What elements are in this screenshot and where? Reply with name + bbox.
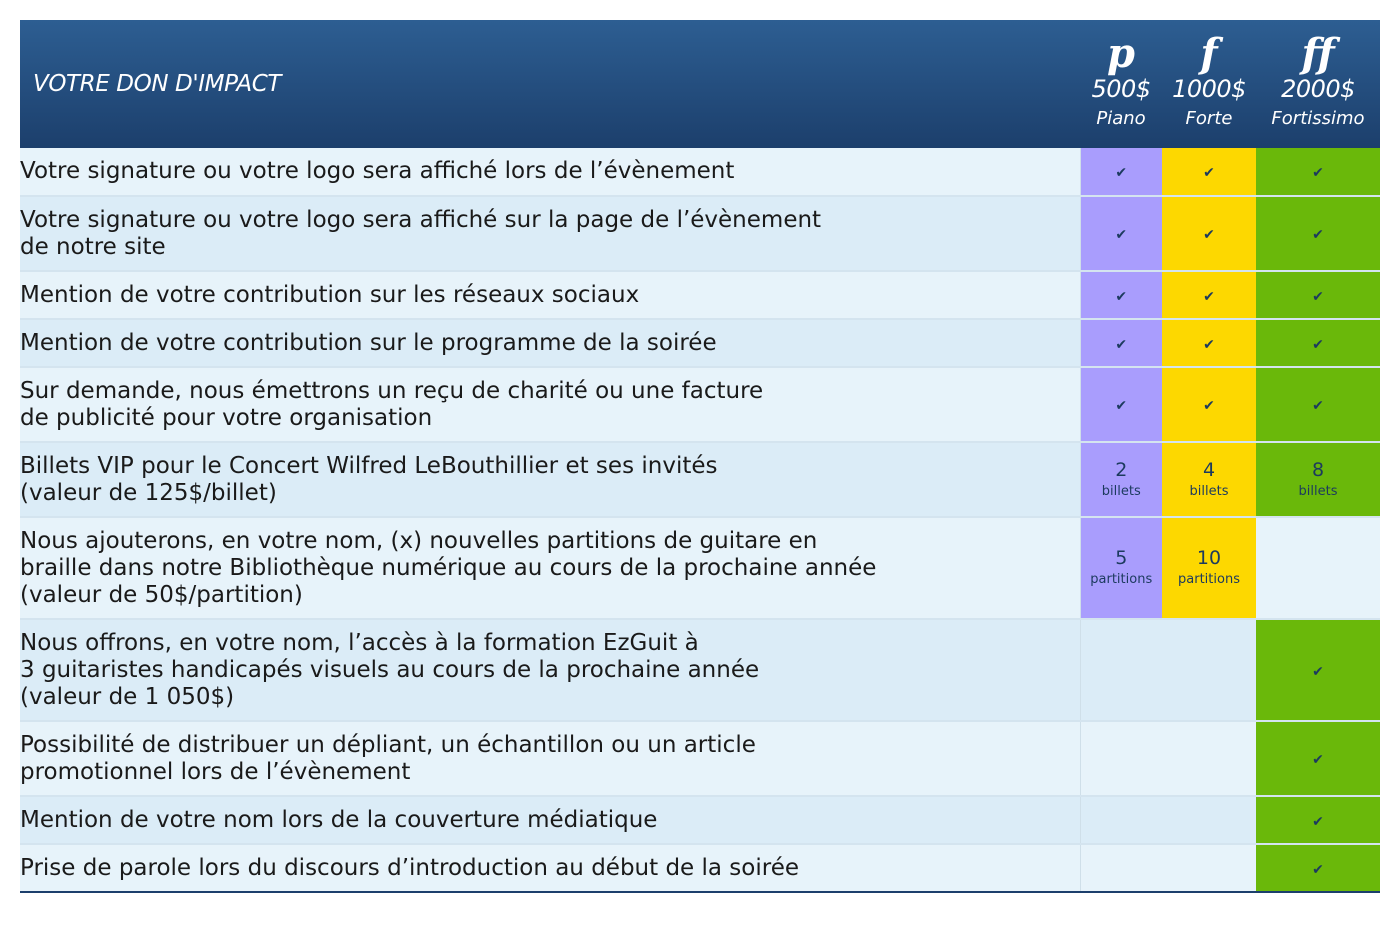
quantity-unit: partitions xyxy=(1178,572,1240,587)
empty-cell xyxy=(1162,619,1256,721)
empty-cell xyxy=(1162,844,1256,892)
benefit-text-line: 3 guitaristes handicapés visuels au cours de la prochaine année xyxy=(20,656,760,683)
benefit-text-line: de notre site xyxy=(20,233,166,260)
checkmark-icon: ✔ xyxy=(1115,165,1128,181)
checkmark-icon: ✔ xyxy=(1115,398,1128,414)
checkmark-icon: ✔ xyxy=(1312,813,1324,830)
fortissimo-cell xyxy=(1256,721,1380,796)
benefit-text-line: (valeur de 125$/billet) xyxy=(20,479,277,506)
fortissimo-cell xyxy=(1256,319,1380,367)
empty-cell xyxy=(1162,796,1256,844)
benefit-text-line: Votre signature ou votre logo sera affiché lors de l’évènement xyxy=(20,158,735,184)
table-row xyxy=(20,196,1380,271)
table-row xyxy=(20,517,1380,619)
empty-cell xyxy=(1080,619,1162,721)
fortissimo-cell xyxy=(1256,196,1380,271)
piano-cell xyxy=(1080,148,1162,196)
benefit-text-line: (valeur de 1 050$) xyxy=(20,683,235,710)
checkmark-icon: ✔ xyxy=(1312,398,1324,414)
table-row xyxy=(20,148,1380,196)
benefit-text-line: Billets VIP pour le Concert Wilfred LeBouthillier et ses invités xyxy=(20,452,718,479)
benefit-description xyxy=(20,319,1080,367)
empty-cell xyxy=(1256,517,1380,619)
benefit-text-line: Sur demande, nous émettrons un reçu de charité ou une facture xyxy=(20,377,764,404)
tier-amount: 500$ xyxy=(1091,75,1151,103)
quantity-unit: partitions xyxy=(1090,572,1153,587)
tier-name: Forte xyxy=(1185,108,1233,129)
piano-cell xyxy=(1080,319,1162,367)
checkmark-icon: ✔ xyxy=(1115,288,1128,305)
forte-cell xyxy=(1162,442,1256,517)
checkmark-icon: ✔ xyxy=(1312,752,1324,768)
checkmark-icon: ✔ xyxy=(1203,288,1215,305)
tier-piano-header xyxy=(1080,20,1162,148)
table-row xyxy=(20,319,1380,367)
fortissimo-cell xyxy=(1256,796,1380,844)
dynamic-p-symbol: p xyxy=(1107,30,1135,77)
checkmark-icon: ✔ xyxy=(1203,227,1215,243)
table-body xyxy=(20,148,1380,892)
empty-cell xyxy=(1080,721,1162,796)
dynamic-ff-symbol: ff xyxy=(1301,30,1335,77)
table-row xyxy=(20,796,1380,844)
checkmark-icon: ✔ xyxy=(1312,165,1324,181)
checkmark-icon: ✔ xyxy=(1203,165,1215,181)
benefit-text-line: Mention de votre nom lors de la couverture médiatique xyxy=(20,806,658,833)
checkmark-icon: ✔ xyxy=(1312,336,1324,353)
checkmark-icon: ✔ xyxy=(1115,227,1128,243)
benefit-description xyxy=(20,148,1080,196)
benefit-text-line: (valeur de 50$/partition) xyxy=(20,581,303,608)
piano-cell xyxy=(1080,517,1162,619)
benefit-text-line: Nous offrons, en votre nom, l’accès à la formation EzGuit à xyxy=(20,629,699,656)
piano-cell xyxy=(1080,367,1162,442)
benefit-text-line: Mention de votre contribution sur les réseaux sociaux xyxy=(20,281,640,308)
forte-cell xyxy=(1162,319,1256,367)
tier-amount: 1000$ xyxy=(1172,75,1246,103)
quantity-value: 4 xyxy=(1202,458,1216,481)
benefit-text-line: Possibilité de distribuer un dépliant, un échantillon ou un article xyxy=(20,731,756,758)
fortissimo-cell xyxy=(1256,367,1380,442)
benefit-text-line: Mention de votre contribution sur le programme de la soirée xyxy=(20,329,717,356)
benefit-text-line: braille dans notre Bibliothèque numérique au cours de la prochaine année xyxy=(20,554,877,581)
checkmark-icon: ✔ xyxy=(1203,398,1215,414)
quantity-value: 5 xyxy=(1115,547,1128,569)
quantity-unit: billets xyxy=(1101,483,1141,499)
benefit-text-line: Nous ajouterons, en votre nom, (x) nouvelles partitions de guitare en xyxy=(20,527,818,554)
empty-cell xyxy=(1080,796,1162,844)
tier-forte-header xyxy=(1162,20,1256,148)
fortissimo-cell xyxy=(1256,148,1380,196)
fortissimo-cell xyxy=(1256,844,1380,892)
benefit-description xyxy=(20,721,1080,796)
forte-cell xyxy=(1162,517,1256,619)
checkmark-icon: ✔ xyxy=(1312,288,1324,305)
benefit-description xyxy=(20,271,1080,319)
benefit-description xyxy=(20,196,1080,271)
benefit-text-line: Votre signature ou votre logo sera affiché sur la page de l’évènement xyxy=(20,206,822,233)
quantity-value: 8 xyxy=(1311,458,1325,481)
checkmark-icon: ✔ xyxy=(1312,861,1324,878)
table-row xyxy=(20,844,1380,892)
dynamic-f-symbol: f xyxy=(1200,30,1218,77)
benefit-text-line: de publicité pour votre organisation xyxy=(20,404,433,431)
checkmark-icon: ✔ xyxy=(1312,227,1324,243)
benefit-description xyxy=(20,367,1080,442)
empty-cell xyxy=(1162,721,1256,796)
benefit-text-line: Prise de parole lors du discours d’introduction au début de la soirée xyxy=(20,854,800,881)
forte-cell xyxy=(1162,271,1256,319)
checkmark-icon: ✔ xyxy=(1203,336,1215,353)
quantity-value: 2 xyxy=(1115,458,1128,481)
benefit-description xyxy=(20,619,1080,721)
tier-fortissimo-header xyxy=(1256,20,1380,148)
tier-name: Piano xyxy=(1096,108,1146,129)
table-row xyxy=(20,721,1380,796)
forte-cell xyxy=(1162,148,1256,196)
checkmark-icon: ✔ xyxy=(1312,663,1324,680)
benefit-description xyxy=(20,442,1080,517)
benefit-text-line: promotionnel lors de l’évènement xyxy=(20,758,411,785)
tier-amount: 2000$ xyxy=(1281,75,1355,103)
table-header xyxy=(20,20,1380,148)
piano-cell xyxy=(1080,196,1162,271)
quantity-value: 10 xyxy=(1196,547,1222,569)
table-row xyxy=(20,619,1380,721)
forte-cell xyxy=(1162,196,1256,271)
benefit-description xyxy=(20,844,1080,892)
quantity-unit: billets xyxy=(1189,483,1229,499)
fortissimo-cell xyxy=(1256,619,1380,721)
table-row xyxy=(20,442,1380,517)
tier-name: Fortissimo xyxy=(1271,108,1365,129)
benefit-description xyxy=(20,796,1080,844)
quantity-unit: billets xyxy=(1298,483,1338,499)
piano-cell xyxy=(1080,271,1162,319)
benefit-description xyxy=(20,517,1080,619)
table-row xyxy=(20,271,1380,319)
table-row xyxy=(20,367,1380,442)
sponsorship-table xyxy=(20,20,1380,893)
piano-cell xyxy=(1080,442,1162,517)
checkmark-icon: ✔ xyxy=(1115,336,1128,353)
empty-cell xyxy=(1080,844,1162,892)
forte-cell xyxy=(1162,367,1256,442)
fortissimo-cell xyxy=(1256,442,1380,517)
fortissimo-cell xyxy=(1256,271,1380,319)
table-title: VOTRE DON D'IMPACT xyxy=(33,71,282,97)
